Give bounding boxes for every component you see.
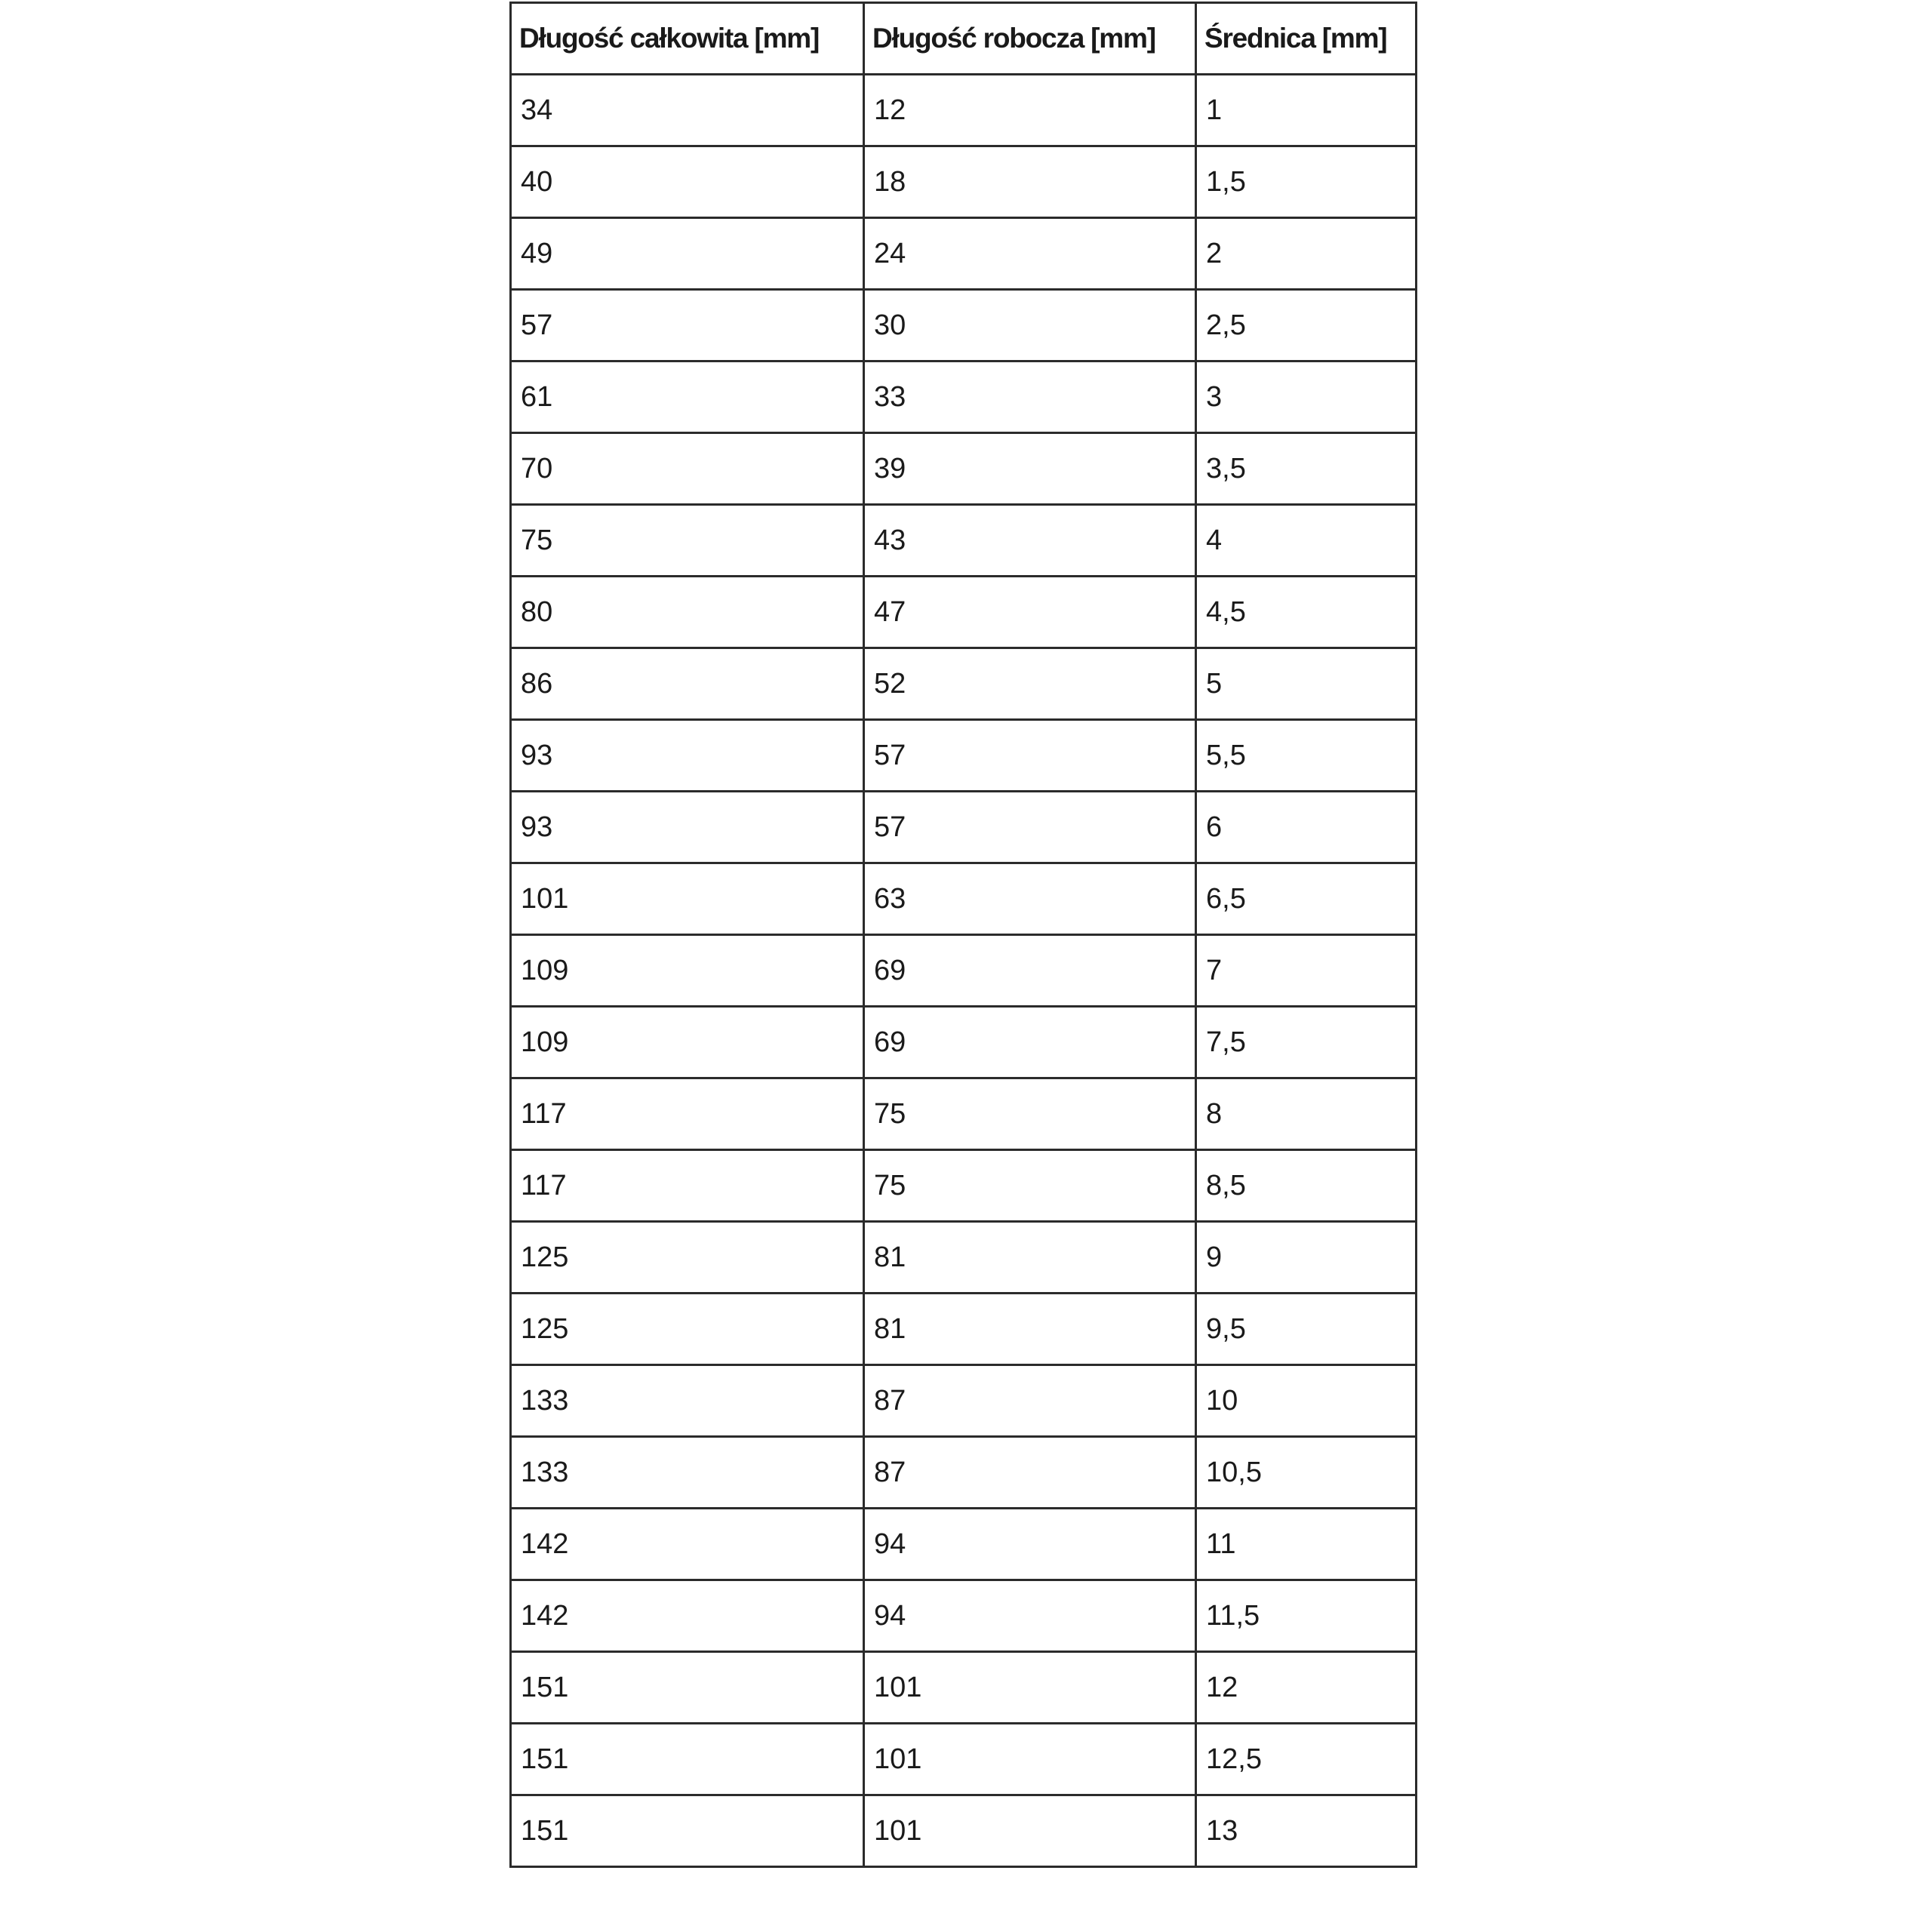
cell-working-length: 87 bbox=[864, 1437, 1196, 1509]
cell-working-length: 12 bbox=[864, 75, 1196, 146]
cell-working-length: 87 bbox=[864, 1365, 1196, 1437]
table-row bbox=[511, 1795, 1417, 1867]
cell-diameter: 8,5 bbox=[1196, 1150, 1417, 1222]
table-row bbox=[511, 1437, 1417, 1509]
cell-diameter: 3,5 bbox=[1196, 433, 1417, 505]
cell-working-length: 69 bbox=[864, 1007, 1196, 1078]
header-diameter: Średnica [mm] bbox=[1196, 3, 1417, 75]
table-row bbox=[511, 1580, 1417, 1652]
cell-total-length: 101 bbox=[511, 863, 864, 935]
cell-diameter: 5,5 bbox=[1196, 720, 1417, 792]
table-row bbox=[511, 1150, 1417, 1222]
cell-working-length: 69 bbox=[864, 935, 1196, 1007]
table-row bbox=[511, 505, 1417, 577]
cell-total-length: 133 bbox=[511, 1365, 864, 1437]
table-row bbox=[511, 218, 1417, 290]
cell-diameter: 12,5 bbox=[1196, 1724, 1417, 1795]
cell-working-length: 57 bbox=[864, 792, 1196, 863]
cell-total-length: 151 bbox=[511, 1724, 864, 1795]
cell-working-length: 47 bbox=[864, 577, 1196, 648]
cell-total-length: 61 bbox=[511, 361, 864, 433]
table-row bbox=[511, 1078, 1417, 1150]
cell-diameter: 3 bbox=[1196, 361, 1417, 433]
cell-diameter: 6,5 bbox=[1196, 863, 1417, 935]
table-row bbox=[511, 290, 1417, 361]
cell-diameter: 1,5 bbox=[1196, 146, 1417, 218]
table-row bbox=[511, 75, 1417, 146]
cell-total-length: 125 bbox=[511, 1222, 864, 1294]
cell-total-length: 109 bbox=[511, 1007, 864, 1078]
cell-working-length: 101 bbox=[864, 1724, 1196, 1795]
table-row bbox=[511, 1294, 1417, 1365]
cell-working-length: 94 bbox=[864, 1580, 1196, 1652]
cell-total-length: 93 bbox=[511, 720, 864, 792]
table-row bbox=[511, 577, 1417, 648]
cell-diameter: 11 bbox=[1196, 1509, 1417, 1580]
cell-total-length: 125 bbox=[511, 1294, 864, 1365]
cell-diameter: 5 bbox=[1196, 648, 1417, 720]
table-body bbox=[511, 75, 1417, 1867]
table-row bbox=[511, 146, 1417, 218]
cell-working-length: 18 bbox=[864, 146, 1196, 218]
table-header bbox=[511, 3, 1417, 75]
table-row bbox=[511, 1652, 1417, 1724]
table-row bbox=[511, 720, 1417, 792]
cell-total-length: 80 bbox=[511, 577, 864, 648]
cell-working-length: 101 bbox=[864, 1652, 1196, 1724]
cell-diameter: 13 bbox=[1196, 1795, 1417, 1867]
table-row bbox=[511, 1724, 1417, 1795]
cell-total-length: 133 bbox=[511, 1437, 864, 1509]
cell-diameter: 7,5 bbox=[1196, 1007, 1417, 1078]
cell-total-length: 117 bbox=[511, 1078, 864, 1150]
cell-diameter: 4 bbox=[1196, 505, 1417, 577]
cell-total-length: 86 bbox=[511, 648, 864, 720]
cell-working-length: 63 bbox=[864, 863, 1196, 935]
cell-total-length: 70 bbox=[511, 433, 864, 505]
cell-total-length: 93 bbox=[511, 792, 864, 863]
cell-diameter: 10 bbox=[1196, 1365, 1417, 1437]
cell-working-length: 75 bbox=[864, 1150, 1196, 1222]
header-total-length: Długość całkowita [mm] bbox=[511, 3, 864, 75]
cell-total-length: 75 bbox=[511, 505, 864, 577]
cell-working-length: 101 bbox=[864, 1795, 1196, 1867]
cell-working-length: 30 bbox=[864, 290, 1196, 361]
header-row bbox=[511, 3, 1417, 75]
table-row bbox=[511, 361, 1417, 433]
cell-total-length: 49 bbox=[511, 218, 864, 290]
cell-diameter: 12 bbox=[1196, 1652, 1417, 1724]
cell-diameter: 4,5 bbox=[1196, 577, 1417, 648]
cell-total-length: 57 bbox=[511, 290, 864, 361]
table-row bbox=[511, 648, 1417, 720]
cell-working-length: 39 bbox=[864, 433, 1196, 505]
cell-total-length: 151 bbox=[511, 1795, 864, 1867]
cell-working-length: 43 bbox=[864, 505, 1196, 577]
table-row bbox=[511, 863, 1417, 935]
cell-diameter: 7 bbox=[1196, 935, 1417, 1007]
cell-diameter: 9 bbox=[1196, 1222, 1417, 1294]
cell-diameter: 1 bbox=[1196, 75, 1417, 146]
header-working-length: Długość robocza [mm] bbox=[864, 3, 1196, 75]
cell-total-length: 117 bbox=[511, 1150, 864, 1222]
cell-working-length: 81 bbox=[864, 1222, 1196, 1294]
cell-total-length: 40 bbox=[511, 146, 864, 218]
cell-working-length: 52 bbox=[864, 648, 1196, 720]
table-row bbox=[511, 1222, 1417, 1294]
cell-total-length: 142 bbox=[511, 1509, 864, 1580]
cell-diameter: 2 bbox=[1196, 218, 1417, 290]
cell-diameter: 11,5 bbox=[1196, 1580, 1417, 1652]
table-row bbox=[511, 1509, 1417, 1580]
table-row bbox=[511, 792, 1417, 863]
cell-working-length: 33 bbox=[864, 361, 1196, 433]
table-row bbox=[511, 1007, 1417, 1078]
cell-working-length: 81 bbox=[864, 1294, 1196, 1365]
cell-diameter: 9,5 bbox=[1196, 1294, 1417, 1365]
cell-total-length: 34 bbox=[511, 75, 864, 146]
cell-total-length: 109 bbox=[511, 935, 864, 1007]
cell-diameter: 10,5 bbox=[1196, 1437, 1417, 1509]
table-row bbox=[511, 1365, 1417, 1437]
table-row bbox=[511, 433, 1417, 505]
cell-working-length: 24 bbox=[864, 218, 1196, 290]
cell-working-length: 94 bbox=[864, 1509, 1196, 1580]
cell-working-length: 75 bbox=[864, 1078, 1196, 1150]
cell-working-length: 57 bbox=[864, 720, 1196, 792]
cell-total-length: 142 bbox=[511, 1580, 864, 1652]
cell-total-length: 151 bbox=[511, 1652, 864, 1724]
table-row bbox=[511, 935, 1417, 1007]
cell-diameter: 6 bbox=[1196, 792, 1417, 863]
cell-diameter: 2,5 bbox=[1196, 290, 1417, 361]
cell-diameter: 8 bbox=[1196, 1078, 1417, 1150]
spec-table bbox=[509, 2, 1417, 1868]
